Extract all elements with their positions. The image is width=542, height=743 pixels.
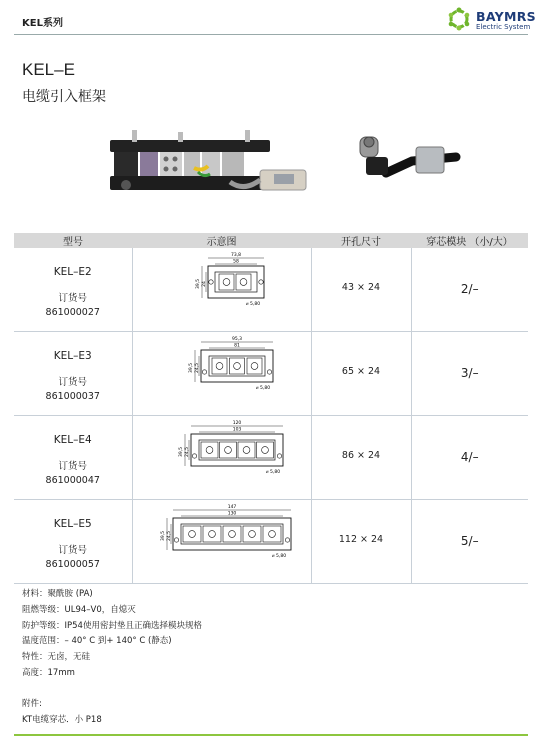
- model-cell: [14, 332, 132, 416]
- order-number: 861000037: [45, 391, 100, 402]
- modules-cell: [411, 332, 528, 416]
- order-number: 861000047: [45, 475, 100, 486]
- cutout-cell: [311, 416, 411, 500]
- dim-hole: ⌀ 5,80: [271, 554, 286, 559]
- dim-outer: 73,8: [230, 253, 241, 258]
- header-modules: 穿芯模块 （小/大）: [411, 233, 528, 248]
- cutout-size: 65 × 24: [341, 366, 381, 377]
- dim-height-inner: 24,5: [194, 362, 200, 374]
- header-divider: [14, 34, 528, 35]
- note-protection: 防护等级：IP54使用密封垫且正确选择模块规格: [22, 620, 202, 631]
- dim-outer: 95,3: [231, 337, 242, 342]
- cutout-cell: [311, 500, 411, 584]
- model-name: KEL–E5: [53, 518, 92, 530]
- diagram-cell: [132, 332, 311, 416]
- dim-hole: ⌀ 5,80: [265, 470, 280, 475]
- accessories-label: 附件:: [22, 698, 42, 709]
- frame-diagram: [133, 248, 311, 328]
- order-label: 订货号: [58, 461, 87, 472]
- module-count: 3/–: [460, 366, 479, 380]
- brand-subtitle: Electric System: [476, 23, 531, 31]
- order-label: 订货号: [58, 293, 87, 304]
- modules-cell: [411, 416, 528, 500]
- table-row: [14, 500, 528, 584]
- dim-height-outer: 39,5: [178, 446, 184, 458]
- cutout-cell: [311, 332, 411, 416]
- footer-line: [14, 734, 528, 736]
- dim-inner: 58: [232, 259, 239, 265]
- dim-outer: 120: [232, 421, 241, 426]
- note-material: 材料：聚酰胺 (PA): [22, 589, 93, 599]
- order-number: 861000057: [45, 559, 100, 570]
- cutout-cell: [311, 248, 411, 332]
- frame-diagram: [133, 332, 311, 412]
- note-flame: 阻燃等级：UL94–V0，自熄灭: [22, 604, 136, 615]
- modules-cell: [411, 500, 528, 584]
- spec-table: [14, 233, 528, 584]
- header-model: 型号: [14, 233, 132, 248]
- frame-diagram: [133, 416, 311, 496]
- brand-name: BAYMRS: [476, 9, 536, 24]
- model-cell: [14, 500, 132, 584]
- model-name: KEL–E2: [53, 266, 92, 278]
- table-row: [14, 332, 528, 416]
- frame-diagram: [133, 500, 311, 580]
- cutout-size: 86 × 24: [341, 450, 381, 461]
- table-row: [14, 416, 528, 500]
- dim-height-outer: 39,5: [160, 530, 166, 542]
- order-label: 订货号: [58, 377, 87, 388]
- modules-cell: [411, 248, 528, 332]
- brand-logo: [446, 6, 536, 32]
- cutout-size: 112 × 24: [338, 534, 384, 545]
- module-count: 4/–: [460, 450, 479, 464]
- page-title: KEL–E: [22, 60, 75, 79]
- dim-hole: ⌀ 5,80: [245, 302, 260, 307]
- model-name: KEL–E4: [53, 434, 92, 446]
- header-diagram: 示意图: [132, 233, 311, 248]
- dim-hole: ⌀ 5,80: [255, 386, 270, 391]
- diagram-cell: [132, 500, 311, 584]
- order-label: 订货号: [58, 545, 87, 556]
- dim-inner: 103: [232, 427, 241, 433]
- dim-height-inner: 24: [201, 281, 207, 287]
- note-features: 特性：无卤，无硅: [22, 652, 91, 663]
- product-photo-connector: [356, 133, 466, 193]
- product-photo-frame: [110, 130, 310, 200]
- dim-height-inner: 24,5: [184, 446, 190, 458]
- model-cell: [14, 416, 132, 500]
- dim-height-inner: 24,5: [166, 530, 172, 542]
- table-header-row: [14, 233, 528, 248]
- dim-outer: 147: [227, 505, 236, 510]
- table-row: [14, 248, 528, 332]
- model-name: KEL–E3: [53, 350, 92, 362]
- dim-height-outer: 39,5: [188, 362, 194, 374]
- header-cutout: 开孔尺寸: [311, 233, 411, 248]
- order-number: 861000027: [45, 307, 100, 318]
- accessories-item: KT电缆穿芯．小 P18: [22, 714, 102, 725]
- dim-height-outer: 39,5: [195, 278, 201, 290]
- diagram-cell: [132, 416, 311, 500]
- dim-inner: 81: [233, 343, 240, 349]
- diagram-cell: [132, 248, 311, 332]
- note-height: 高度：17mm: [22, 667, 75, 678]
- cutout-size: 43 × 24: [341, 282, 381, 293]
- module-count: 5/–: [460, 534, 479, 548]
- module-count: 2/–: [460, 282, 479, 296]
- dim-inner: 130: [227, 511, 236, 517]
- page-subtitle: 电缆引入框架: [22, 89, 106, 105]
- note-temperature: 温度范围：– 40° C 到+ 140° C (静态): [22, 636, 172, 647]
- model-cell: [14, 248, 132, 332]
- logo-gear-icon: [446, 6, 472, 32]
- spec-notes: [22, 587, 202, 728]
- series-label: KEL系列: [22, 18, 63, 29]
